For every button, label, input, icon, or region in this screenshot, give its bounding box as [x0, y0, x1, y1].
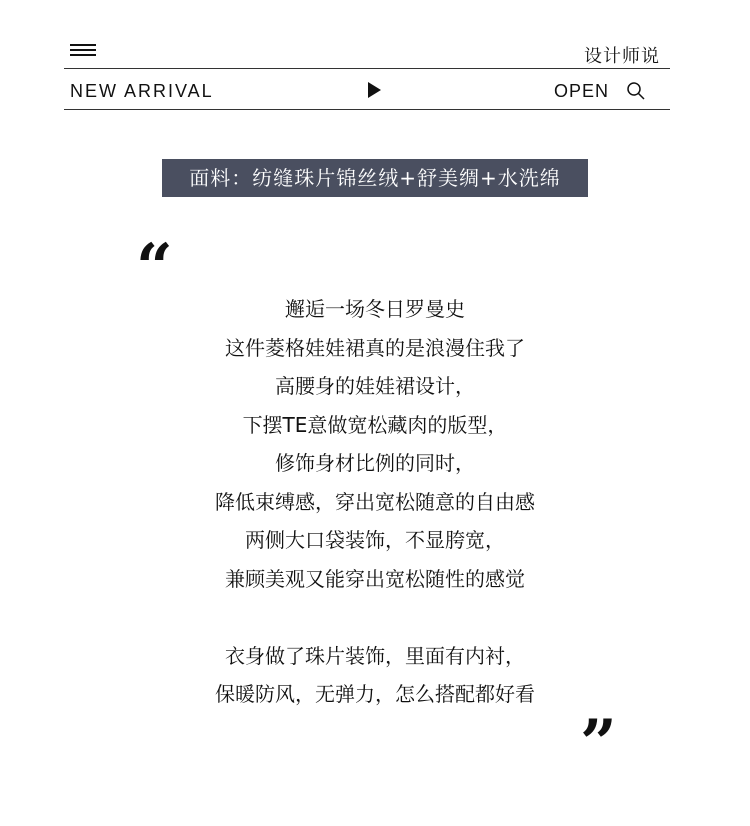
open-label[interactable]: OPEN	[554, 81, 610, 101]
nav-bar	[64, 69, 670, 110]
story-text	[120, 290, 630, 714]
story-line: 兼顾美观又能穿出宽松随性的感觉	[225, 566, 525, 591]
story-line: 高腰身的娃娃裙设计，	[275, 374, 475, 398]
story-line-blank	[120, 598, 630, 637]
open-quote-icon: “	[136, 230, 173, 305]
search-icon[interactable]	[626, 81, 646, 101]
story-line: 衣身做了珠片装饰，里面有内衬，	[225, 643, 525, 668]
fabric-banner: 面料：纺缝珠片锦丝绒+舒美绸+水洗绵	[162, 159, 588, 197]
story-line: 保暖防风，无弹力，怎么搭配都好看	[215, 682, 535, 706]
story-line: 两侧大口袋装饰，不显胯宽，	[245, 528, 505, 552]
top-bar	[64, 36, 670, 69]
story-line: 修饰身材比例的同时，	[275, 451, 475, 475]
new-arrival-label[interactable]: NEW ARRIVAL	[70, 81, 214, 101]
story-line: 邂逅一场冬日罗曼史	[285, 297, 465, 321]
close-quote-icon: ”	[580, 706, 617, 781]
play-icon[interactable]	[368, 82, 381, 98]
story-line: 下摆TE意做宽松藏肉的版型，	[242, 412, 508, 437]
brand-label: 设计师说	[584, 46, 660, 67]
story-line: 这件菱格娃娃裙真的是浪漫住我了	[225, 335, 525, 360]
menu-icon[interactable]	[70, 44, 96, 58]
story-line: 降低束缚感，穿出宽松随意的自由感	[215, 489, 535, 514]
